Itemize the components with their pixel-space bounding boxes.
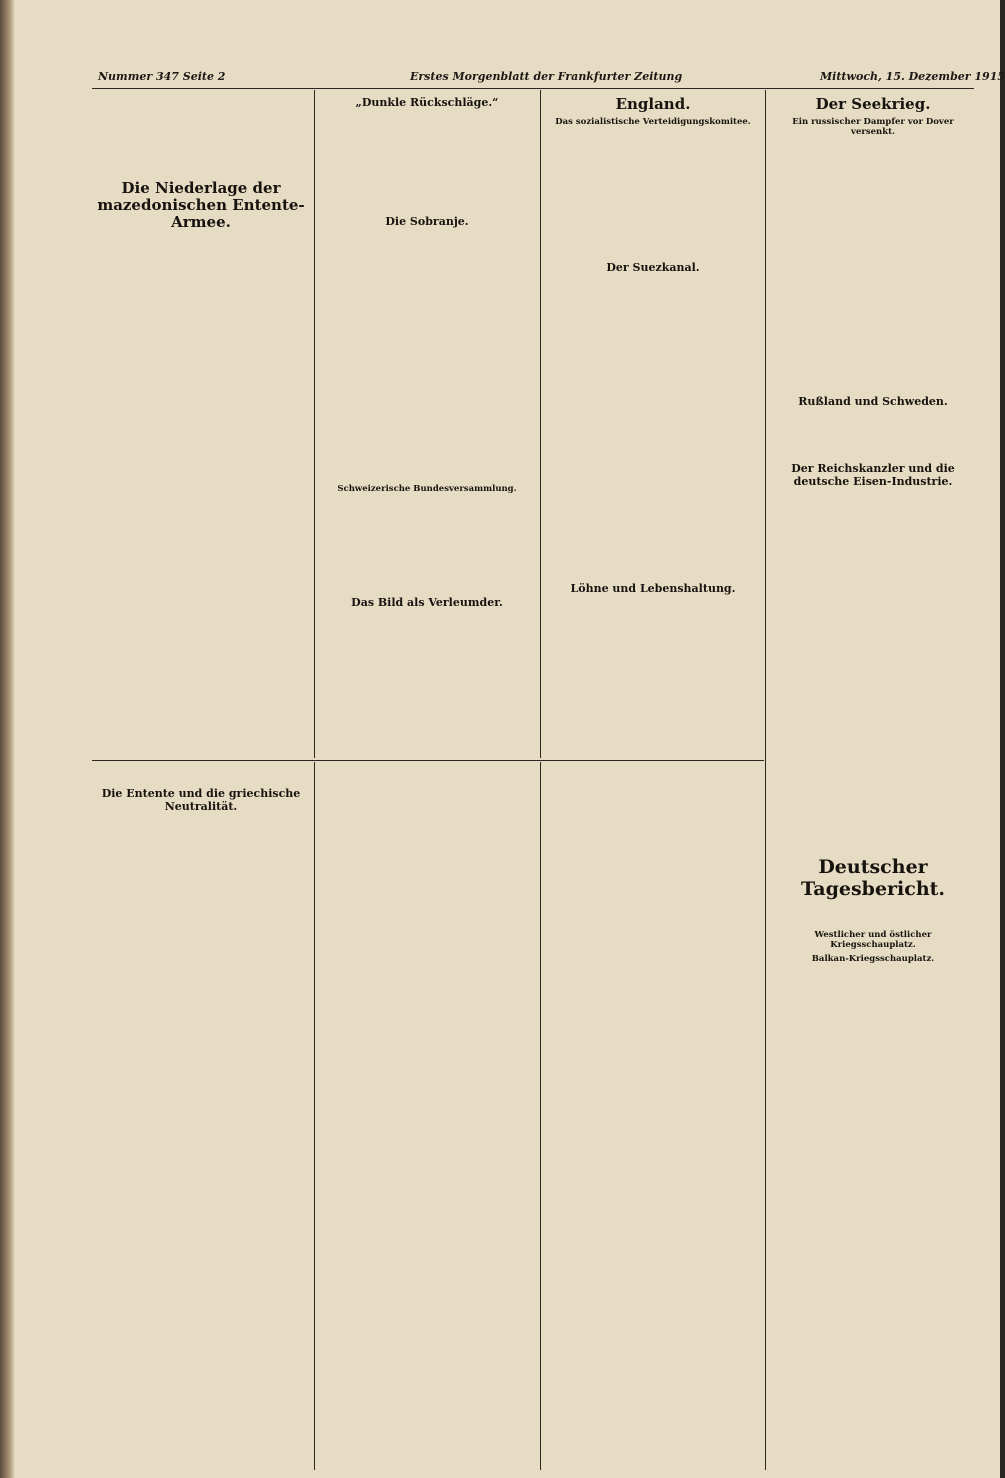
issue-number: Nummer 347 Seite 2 [98, 70, 226, 83]
column-divider-3 [765, 90, 766, 1470]
column-divider-1 [314, 90, 315, 758]
headline-russischer-dampfer: Ein russischer Dampfer vor Dover versenkt. [792, 117, 954, 137]
headline-suezkanal: Der Suezkanal. [606, 261, 700, 274]
headline-seekrieg: Der Seekrieg. [815, 95, 931, 113]
headline-tagesbericht: Deutscher Tagesbericht. [800, 856, 946, 900]
column-1 [94, 92, 308, 813]
headline-russland-schweden: Rußland und Schweden. [798, 395, 948, 408]
column-2 [320, 92, 534, 756]
column-divider-5 [540, 762, 541, 1470]
column-3 [546, 92, 760, 756]
feuilleton-column-3 [546, 766, 760, 1466]
headline-sobranje: Die Sobranje. [385, 215, 469, 228]
headline-england: England. [615, 95, 691, 113]
headline-bild-verleumder: Das Bild als Verleumder. [351, 596, 503, 609]
subhead-kriegsschauplatz: Westlicher und östlicher Kriegsschauplatz. [814, 930, 932, 950]
headline-mazedonien: Die Niederlage der mazedonischen Entente-Armee. [97, 179, 305, 231]
headline-loehne: Löhne und Lebenshaltung. [570, 582, 736, 595]
subhead-balkan: Balkan-Kriegsschauplatz. [811, 954, 935, 964]
issue-date: Mittwoch, 15. Dezember 1915 [820, 70, 1005, 83]
feuilleton-column-2 [320, 766, 534, 1466]
headline-dunkle-rueckschlaege: „Dunkle Rückschläge.“ [355, 96, 499, 109]
headline-verteidigungskomitee: Das sozialistische Verteidigungskomitee. [555, 117, 751, 127]
headline-bundesversammlung: Schweizerische Bundesversammlung. [337, 484, 517, 494]
feuilleton-column-1 [94, 766, 308, 1466]
column-divider-2 [540, 90, 541, 758]
column-4 [771, 92, 975, 1470]
paper-title: Erstes Morgenblatt der Frankfurter Zeitung [410, 70, 683, 83]
page-binding [0, 0, 14, 1478]
header-rule [92, 88, 974, 89]
headline-griechische-neutralitaet: Die Entente und die griechische Neutralität. [101, 787, 301, 813]
masthead [92, 66, 1005, 88]
column-divider-4 [314, 762, 315, 1470]
headline-reichskanzler: Der Reichskanzler und die deutsche Eisen-Industrie. [791, 462, 955, 488]
